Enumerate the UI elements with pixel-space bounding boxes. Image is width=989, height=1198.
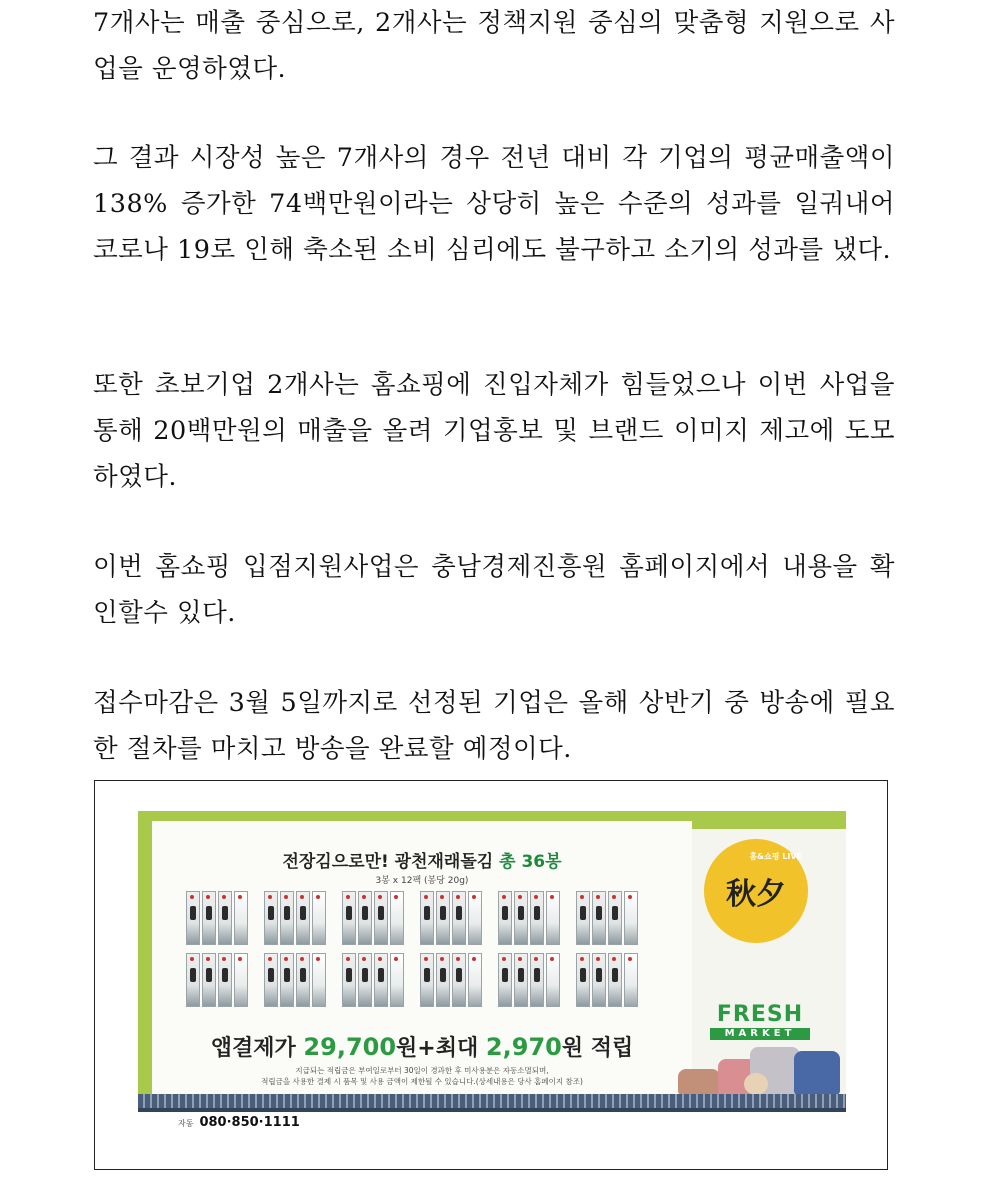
ad-title (152, 847, 692, 872)
reward-value: 2,970 (485, 1033, 562, 1061)
seaweed-pack (498, 891, 574, 947)
ad-product-panel (152, 821, 692, 1096)
seaweed-pack (186, 953, 262, 1009)
ad-price-line (152, 1031, 692, 1062)
article-paragraph-1: 7개사는 매출 중심으로, 2개사는 정책지원 중심의 맞춤형 지원으로 사업을 운영하였다. (93, 8, 895, 84)
article-paragraph-2: 그 결과 시장성 높은 7개사의 경우 전년 대비 각 기업의 평균매출액이 138% 증가한 74백만원이라는 상당히 높은 수준의 성과를 일궈내어 코로나 19로 인해 축소된 소비 심리에도 불구하고 소기의 성과를 냈다. (93, 143, 895, 265)
seaweed-pack (264, 953, 340, 1009)
price-mid: 원+최대 (396, 1036, 479, 1061)
phone-label: 자동 (178, 1119, 194, 1128)
ad-title-highlight: 총 36봉 (499, 852, 562, 872)
seaweed-pack (576, 891, 652, 947)
brand-bottom: MARKET (710, 1028, 810, 1040)
moon-badge: 홈&쇼핑 LIVE (749, 852, 802, 861)
fine-line-2: 적립금을 사용한 결제 시 품목 및 사용 금액이 제한될 수 있습니다.(상세내용은 당사 홈페이지 참조) (261, 1077, 583, 1086)
phone-value: 080·850·1111 (199, 1115, 300, 1130)
gift-bundle (744, 1073, 768, 1095)
moon-logo (704, 839, 808, 943)
ad-title-main: 전장김으로만! 광천재래돌김 (282, 852, 494, 872)
fence-decoration (138, 1094, 846, 1108)
price-suffix: 원 적립 (561, 1036, 634, 1061)
ad-fine-print (152, 1065, 692, 1087)
seaweed-pack (342, 891, 418, 947)
fine-line-1: 지급되는 적립금은 부여일로부터 30일이 경과한 후 미사용분은 자동소멸되며, (295, 1066, 549, 1075)
article-paragraph-5: 접수마감은 3월 5일까지로 선정된 기업은 올해 상반기 중 방송에 필요한 절차를 마치고 방송을 완료할 예정이다. (93, 688, 895, 764)
ad-banner (138, 811, 846, 1141)
ad-green-side (138, 811, 152, 1111)
seaweed-pack (498, 953, 574, 1009)
seaweed-pack (576, 953, 652, 1009)
phone-number (178, 1115, 300, 1130)
ad-image-frame (94, 780, 888, 1170)
seaweed-pack (264, 891, 340, 947)
seaweed-pack (342, 953, 418, 1009)
article-paragraph-4: 이번 홈쇼핑 입점지원사업은 충남경제진흥원 홈페이지에서 내용을 확인할수 있다. (93, 552, 895, 628)
gift-bundle (794, 1051, 840, 1095)
seaweed-pack (186, 891, 262, 947)
price-value: 29,700 (303, 1033, 397, 1061)
seaweed-pack (420, 953, 496, 1009)
price-prefix: 앱결제가 (210, 1036, 296, 1061)
moon-text: 秋夕 (726, 877, 786, 912)
gift-bundle (678, 1069, 720, 1095)
ad-subtitle: 3봉 x 12팩 (봉당 20g) (375, 876, 469, 886)
seaweed-pack-grid (186, 891, 686, 1021)
brand-top: FRESH (716, 1002, 804, 1027)
seaweed-pack (420, 891, 496, 947)
article-paragraph-3: 또한 초보기업 2개사는 홈쇼핑에 진입자체가 힘들었으나 이번 사업을 통해 20백만원의 매출을 올려 기업홍보 및 브랜드 이미지 제고에 도모하였다. (93, 370, 895, 492)
fresh-market-logo (704, 1003, 816, 1040)
